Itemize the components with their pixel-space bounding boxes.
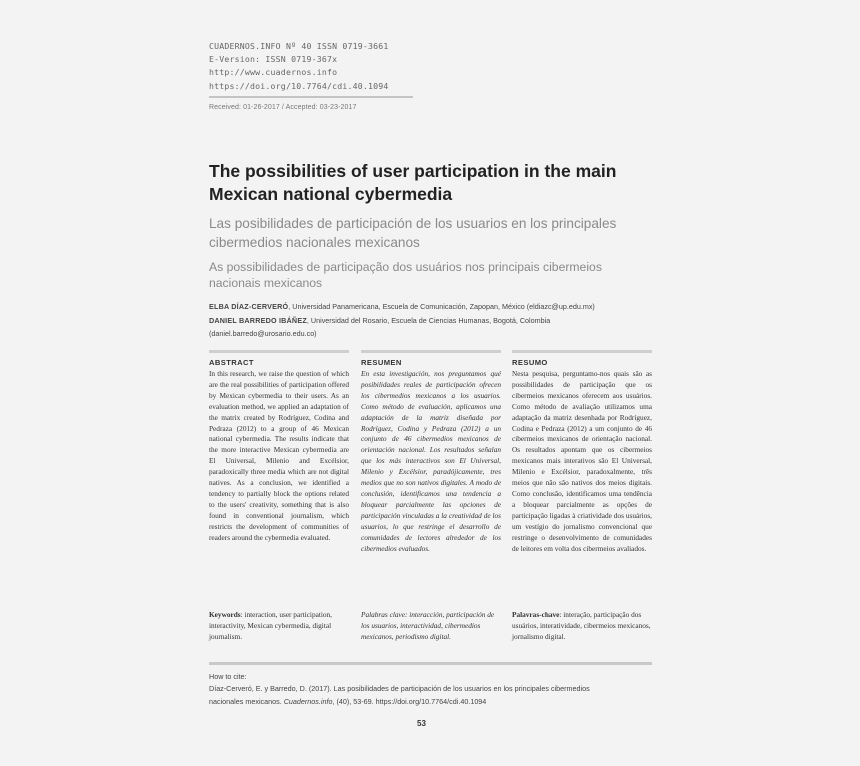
abstract-keywords [209,610,349,643]
title-portuguese: As possibilidades de participação dos usuários nos principais cibermeios nacionais mexicanos [209,260,602,290]
citation-line-2 [209,696,654,708]
how-to-cite-label: How to cite: [209,672,247,681]
author-2-affiliation: , Universidad del Rosario, Escuela de Ciencias Humanas, Bogotá, Colombia [306,315,551,325]
author-1-affiliation: , Universidad Panamericana, Escuela de Comunicación, Zapopan, México (eldiazc@up.edu.mx) [288,302,595,311]
how-to-cite-block [209,671,654,708]
title-english: The possibilities of user participation in the main Mexican national cybermedia [209,161,617,204]
keywords-label: Keywords [209,610,241,619]
resumo-heading: RESUMO [512,358,548,367]
citation-line-2-start: nacionales mexicanos. [209,696,284,706]
author-1-name: ELBA DÍAZ-CERVERÓ [209,302,289,311]
title-spanish: Las posibilidades de participación de los usuarios en los principales cibermedios nacionales mexicanos [209,216,617,250]
resumo-divider [512,350,652,353]
doi-link[interactable]: https://doi.org/10.7764/cdi.40.1094 [209,80,389,91]
citation-divider [209,662,652,665]
resumen-keywords [361,610,501,643]
journal-header [209,40,389,93]
header-divider [209,96,413,98]
author-2-email[interactable]: (daniel.barredo@urosario.edu.co) [209,329,317,338]
authors-block [209,300,654,341]
author-2-name: DANIEL BARREDO IBÁÑEZ [209,315,307,325]
resumo-text: Nesta pesquisa, perguntamo-nos quais são as possibilidades de participação que os cibermeios mexicanos oferecem aos usuários. Como método de avaliação utilizamos uma adaptação da matriz desenhada por Rodríguez, Codina e Pedraza (2012) a um conjunto de 46 cibermeios mexicanos de orientação nacional. Os resultados apontam que os cibermeios mexicanos mais interativos são El Universal, Milenio e Excélsior, paradoxalmente, três meios que não são nativos dos meios digitais. Como conclusão, identificamos uma tendência a bloquear parcialmente as opções de participação ligadas à criatividade dos usuários, um vestígio do jornalismo convencional que restringe o desenvolvimento de comunidades de leitores em volta dos cibermeios avaliados. [512,369,652,553]
palabras-clave-label: Palabras clave [361,610,405,619]
resumen-divider [361,350,501,353]
resumen-text: En esta investigación, nos preguntamos qué posibilidades reales de participación ofrecen los cibermedios mexicanos a los usuarios. Como método de evaluación, aplicamos una adaptación de la matriz diseñada por Rodríguez, Codina y Pedraza (2012) a un conjunto de 46 cibermedios mexicanos de orientación nacional. Los resultados señalan que los más interactivos son El Universal, Milenio y Excélsior, paradójicamente, tres medios que no son nativos digitales. A modo de conclusión, identificamos una tendencia a bloquear parcialmente las opciones de participación vinculadas a la creatividad de los usuarios, lo que restringe el desarrollo de comunidades de lectores alrededor de los cibermedios evaluados. [361,369,501,553]
abstract-heading: ABSTRACT [209,358,254,367]
palabras-clave-list: : interacción, participación de los usuarios, interactividad, cibermedios mexicanos, periodismo digital. [361,610,495,641]
abstract-divider [209,350,349,353]
journal-issn: CUADERNOS.INFO Nº 40 ISSN 0719-3661 [209,41,389,51]
resumo-keywords [512,610,652,643]
author-1 [209,300,654,314]
citation-line-2-end: , (40), 53-69. https://doi.org/10.7764/cdi.40.1094 [332,696,487,706]
palavras-chave-list: : interação, participação dos usuários, interatividade, cibermeios mexicanos, jornalismo digital. [512,610,651,641]
citation-line-1: Díaz-Cerveró, E. y Barredo, D. (2017). Las posibilidades de participación de los usuarios en los principales cibermedios [209,684,590,694]
citation-journal: Cuadernos.info [283,696,333,706]
e-version-issn: E-Version: ISSN 0719-367x [209,54,338,65]
author-2 [209,314,654,328]
page-number: 53 [417,719,426,728]
received-accepted-dates: Received: 01-26-2017 / Accepted: 03-23-2017 [209,104,357,111]
abstract-text: In this research, we raise the question of which are the real possibilities of participation offered by Mexican cybermedia to their users. As an evaluation method, we applied an adaptation of the matrix created by Rodríguez, Codina and Pedraza (2012) to a group of 46 Mexican national cybermedia. The results indicate that the more interactive Mexican cybermedia are El Universal, Milenio and Excélsior, paradoxically three media which are not digital natives. As a conclusion, we identified a tendency to partially block the options related to the users' creativity, something that is also found in conventional journalism, which restricts the development of communities of readers around the cybermedia evaluated. [209,369,349,542]
journal-url-link[interactable]: http://www.cuadernos.info [209,67,338,78]
keywords-list: : interaction, user participation, interactivity, Mexican cybermedia, digital journalism. [209,610,333,641]
resumen-heading: RESUMEN [361,358,402,367]
palavras-chave-label: Palavras-chave [512,610,560,619]
